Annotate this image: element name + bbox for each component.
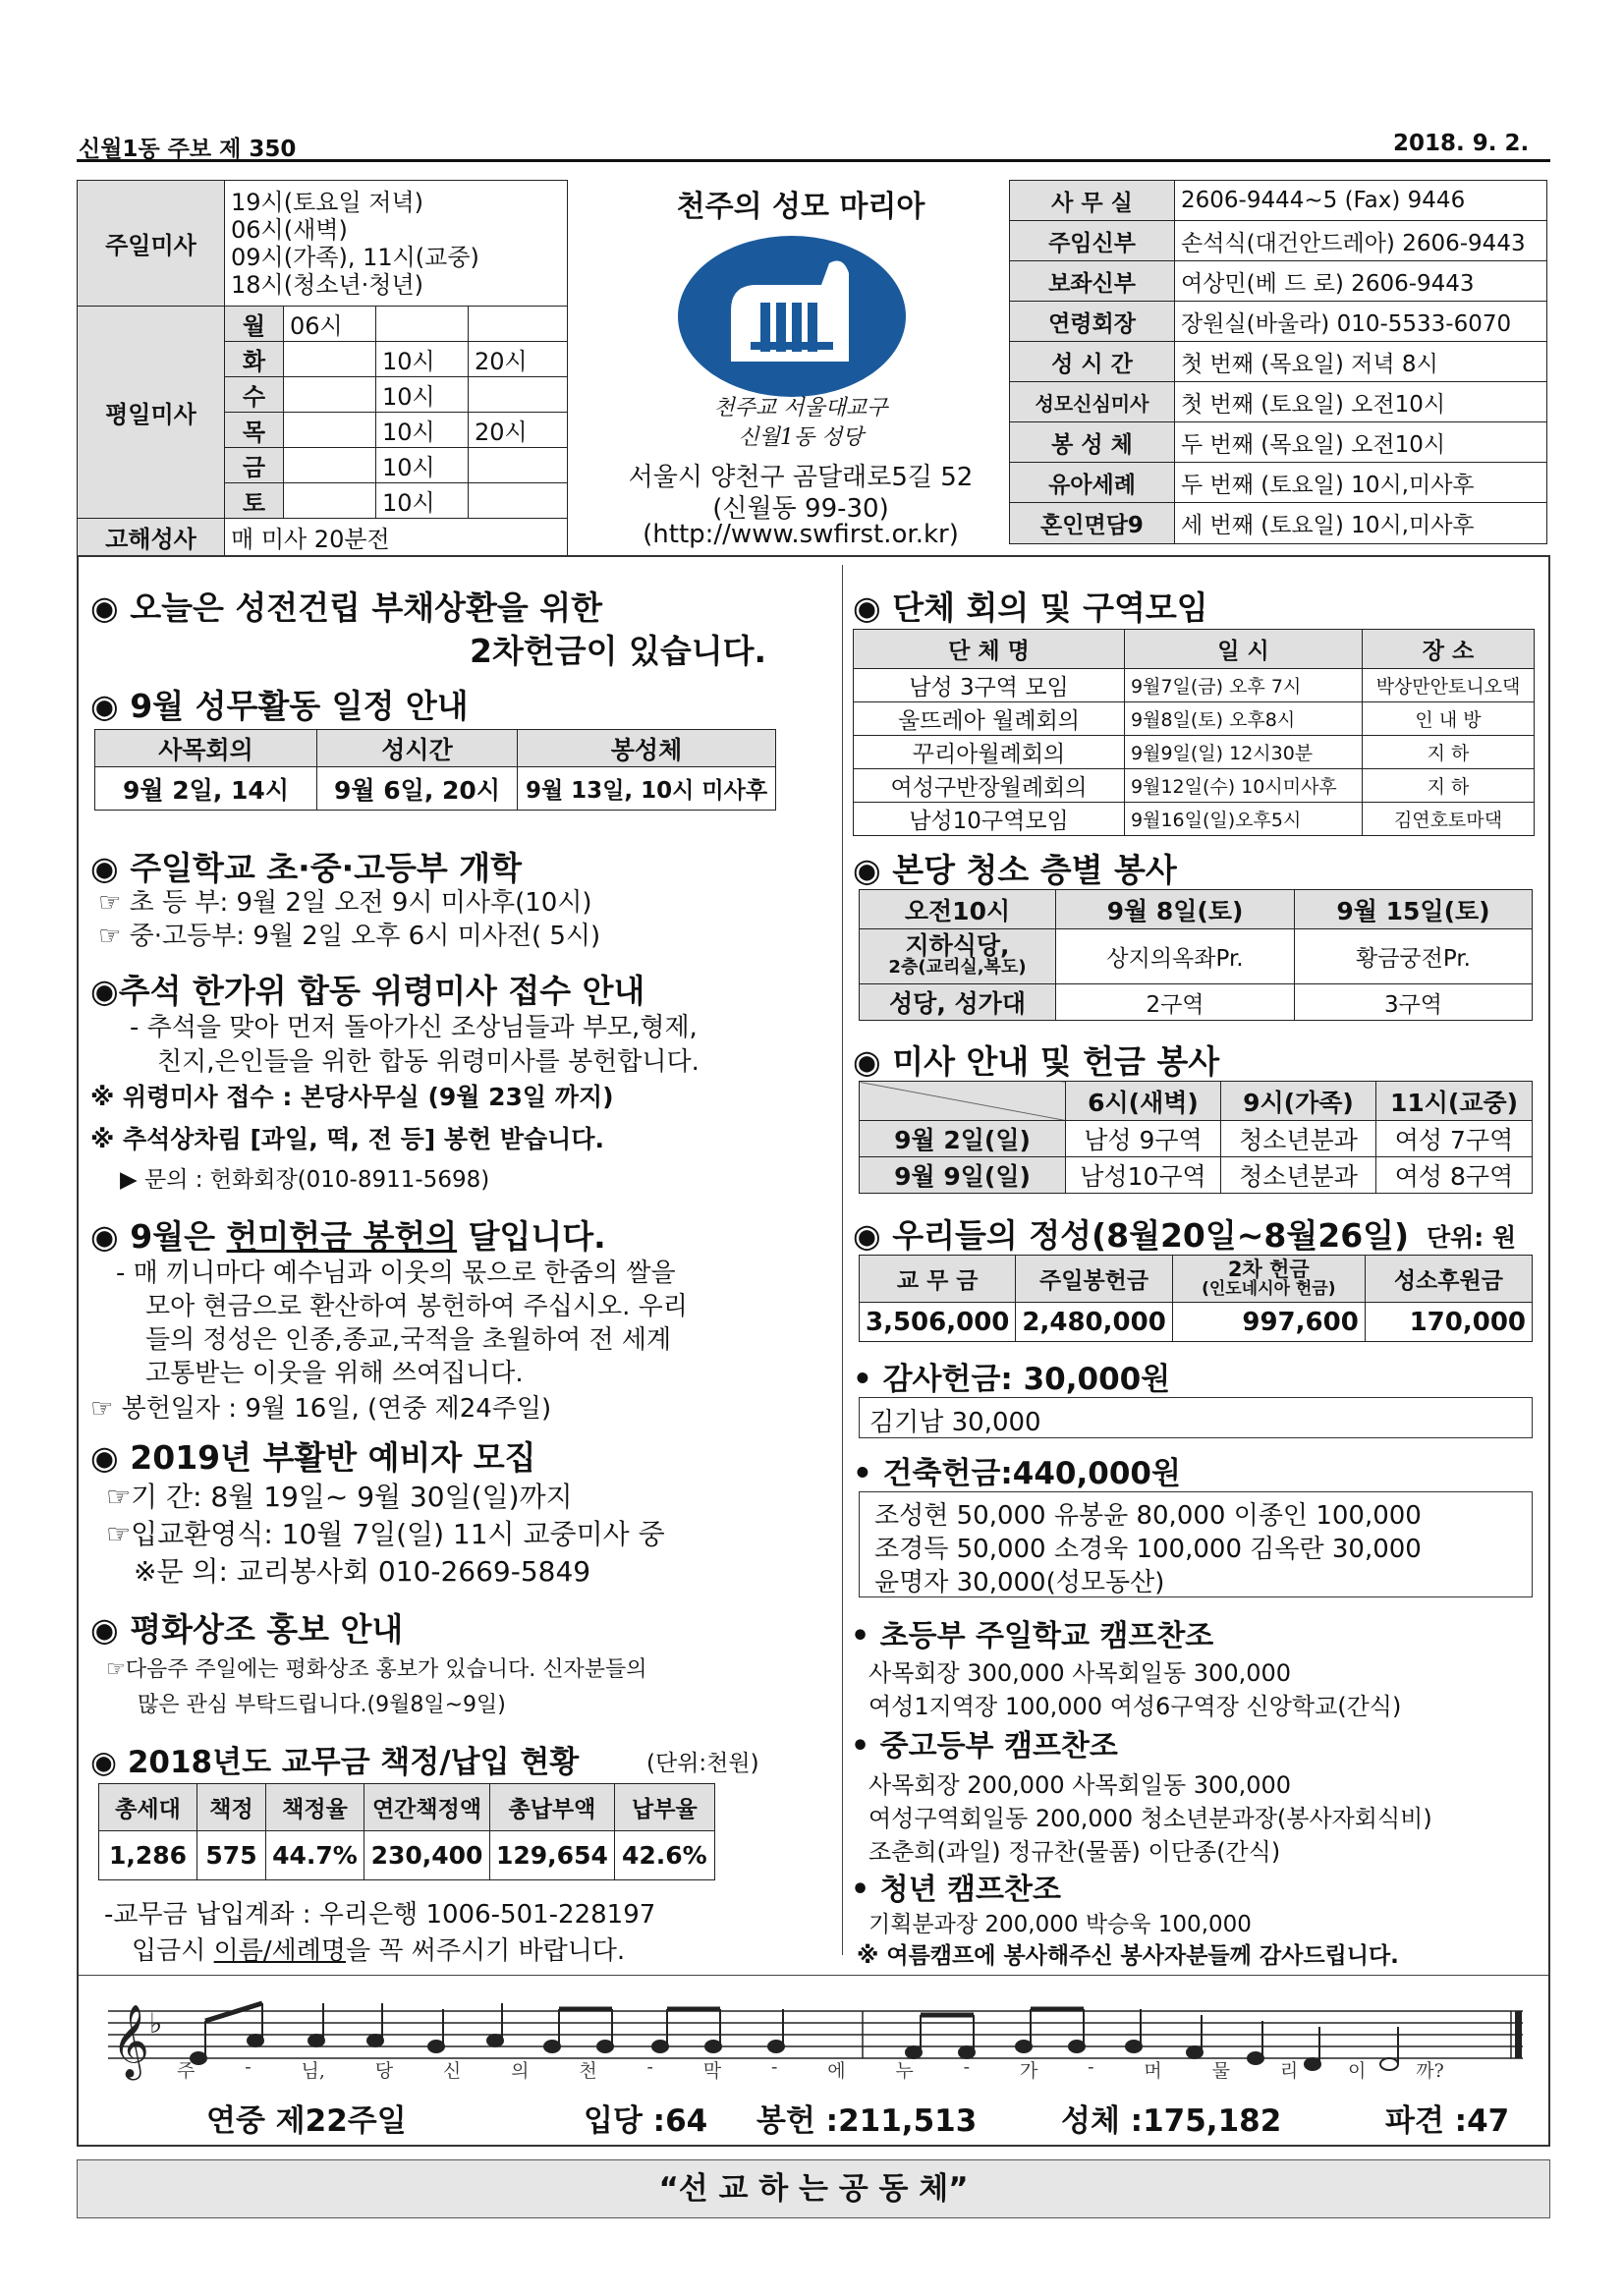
svg-text:♭: ♭ (149, 2007, 163, 2040)
lyric-syllable: 님, (301, 2060, 325, 2082)
offering-total: 봉헌 :211,513 (756, 2103, 978, 2139)
time-06 (284, 448, 376, 483)
communion-count: 성체 :175,182 (1061, 2103, 1282, 2139)
lyric-syllable: 주 (177, 2060, 196, 2082)
lyric-syllable: 물 (1211, 2060, 1230, 2082)
rice-offering-line: 모아 현금으로 환산하여 봉헌하여 주십시오. 우리 (145, 1292, 688, 1321)
chuseok-contact: ▶ 문의 : 헌화회장(010-8911-5698) (120, 1167, 490, 1193)
cleaning-area: 성당, 성가대 (860, 984, 1056, 1021)
contact-label: 봉 성 체 (1010, 422, 1175, 463)
time-06 (284, 342, 376, 377)
mass-service-date: 9월 9일(일) (860, 1157, 1066, 1194)
liturgical-week: 연중 제22주일 (206, 2103, 407, 2139)
time-10: 10시 (376, 377, 469, 413)
lyric-syllable: - (646, 2056, 653, 2078)
time-06 (284, 377, 376, 413)
schedule-header: 사목회의 (95, 730, 317, 767)
time-20 (469, 307, 568, 342)
lyric-syllable: 가 (1019, 2060, 1038, 2082)
september-schedule-table (94, 729, 776, 811)
offering-report-title: ◉ 우리들의 정성(8월20일~8월26일) (853, 1216, 1410, 1255)
meeting-place: 지 하 (1363, 769, 1535, 803)
groups-meetings-title: ◉ 단체 회의 및 구역모임 (853, 588, 1208, 627)
rice-offering-line: 고통받는 이웃을 위해 쓰여집니다. (145, 1359, 524, 1388)
rice-offering-date: ☞ 봉헌일자 : 9월 16일, (연중 제24주일) (90, 1394, 552, 1424)
mass-service-group: 남성 9구역 (1066, 1121, 1221, 1157)
lyric-syllable: - (963, 2056, 971, 2078)
schedule-header: 봉성체 (518, 730, 776, 767)
cleaning-team: 3구역 (1295, 984, 1533, 1021)
contact-value: 세 번째 (토요일) 10시,미사후 (1175, 503, 1547, 544)
dues-note-underline: 이름/세례명 (213, 1936, 346, 1966)
catechumen-line: ※문 의: 교리봉사회 010-2669-5849 (134, 1555, 591, 1588)
time-20 (469, 377, 568, 413)
contact-table (1009, 180, 1547, 544)
lyric-syllable: - (1088, 2056, 1094, 2078)
dues-value: 575 (197, 1831, 266, 1880)
mass-service-header: 11시(교중) (1376, 1082, 1533, 1121)
time-06: 06시 (284, 307, 376, 342)
lyric-syllable: 에 (827, 2060, 846, 2082)
contact-value: 2606-9444~5 (Fax) 9446 (1175, 181, 1547, 221)
hymn-lyrics (177, 2056, 1444, 2083)
offering-header: 주일봉헌금 (1016, 1256, 1172, 1303)
weekday-mass-label: 평일미사 (78, 307, 225, 519)
rice-offering-title-a: ◉ 9월은 (90, 1217, 227, 1256)
meeting-place: 박상만안토니오댁 (1363, 669, 1535, 702)
mass-service-header: 9시(가족) (1221, 1082, 1376, 1121)
meeting-group: 울뜨레아 월례회의 (854, 702, 1125, 736)
parish-patron-title: 천주의 성모 마리아 (676, 190, 925, 224)
weekday: 화 (225, 342, 284, 377)
lyric-syllable: 의 (511, 2060, 530, 2082)
parish-slogan: “선 교 하 는 공 동 체” (77, 2159, 1550, 2218)
dues-note-a: 입금시 (132, 1936, 214, 1966)
bulletin-date: 2018. 9. 2. (1393, 131, 1530, 156)
meeting-group: 여성구반장월례회의 (854, 769, 1125, 803)
building-fund-line: 조성현 50,000 유봉윤 80,000 이종인 100,000 (874, 1501, 1422, 1531)
meeting-time: 9월9일(일) 12시30분 (1125, 736, 1363, 769)
weekday: 토 (225, 483, 284, 519)
column-divider (842, 565, 843, 1955)
lyric-syllable: 머 (1144, 2060, 1162, 2082)
dues-note (132, 1931, 625, 1967)
offering-header: 2차 헌금 (1227, 1257, 1310, 1281)
contact-label: 성 시 간 (1010, 342, 1175, 382)
mass-service-title: ◉ 미사 안내 및 헌금 봉사 (853, 1042, 1220, 1081)
construction-notice-subtitle: 2차헌금이 있습니다. (470, 632, 767, 670)
rice-offering-title (90, 1211, 606, 1258)
thanks-offering-box: 김기남 30,000 (859, 1397, 1533, 1438)
dues-account: -교무금 납입계좌 : 우리은행 1006-501-228197 (104, 1900, 656, 1930)
schedule-header: 성시간 (317, 730, 518, 767)
sunday-time: 18시(청소년·청년) (231, 270, 423, 299)
dues-value: 1,286 (99, 1831, 197, 1880)
dues-table (98, 1783, 715, 1880)
svg-text:𝄞: 𝄞 (112, 2005, 149, 2078)
time-10: 10시 (376, 483, 469, 519)
elementary-camp-line: 사목회장 300,000 사목회일동 300,000 (868, 1659, 1292, 1687)
offering-table (859, 1255, 1533, 1342)
contact-label: 성모신심미사 (1010, 382, 1175, 422)
youth-camp-title: • 중고등부 캠프찬조 (851, 1729, 1118, 1764)
chuseok-line: - 추석을 맞아 먼저 돌아가신 조상님들과 부모,형제, (130, 1013, 698, 1042)
confession-label: 고해성사 (78, 519, 225, 556)
youth-camp-line: 사목회장 200,000 사목회일동 300,000 (868, 1771, 1292, 1799)
rice-offering-title-underline: 헌미헌금 봉헌의 (226, 1217, 458, 1256)
meeting-time: 9월8일(토) 오후8시 (1125, 702, 1363, 736)
parish-address: 서울시 양천구 곰달래로5길 52 (628, 463, 974, 492)
lyric-syllable: - (245, 2056, 252, 2078)
parish-seal-line2: 신월1동 성당 (738, 425, 864, 450)
chuseok-offerings: ※ 추석상차림 [과일, 떡, 전 등] 봉헌 받습니다. (90, 1125, 604, 1153)
contact-label: 혼인면담9 (1010, 503, 1175, 544)
lyric-syllable: 까? (1416, 2060, 1444, 2082)
sunday-school-line: ☞ 초 등 부: 9월 2일 오전 9시 미사후(10시) (98, 888, 592, 918)
contact-value: 첫 번째 (토요일) 오전10시 (1175, 382, 1547, 422)
meeting-time: 9월7일(금) 오후 7시 (1125, 669, 1363, 702)
schedule-value: 9월 2일, 14시 (95, 767, 317, 811)
lyric-syllable: 이 (1348, 2060, 1367, 2082)
dues-value: 42.6% (614, 1831, 714, 1880)
time-10: 10시 (376, 448, 469, 483)
time-06 (284, 413, 376, 448)
lyric-syllable: 신 (442, 2060, 462, 2082)
mass-service-group: 청소년분과 (1221, 1157, 1376, 1194)
dismissal-count: 파견 :47 (1385, 2103, 1510, 2139)
parish-website[interactable]: (http://www.swfirst.or.kr) (643, 520, 959, 549)
offering-header: 성소후원금 (1365, 1256, 1532, 1303)
contact-label: 연령회장 (1010, 302, 1175, 342)
chuseok-mass-title: ◉추석 한가위 합동 위령미사 접수 안내 (90, 972, 645, 1010)
lyric-syllable: - (771, 2056, 778, 2078)
cleaning-duty-table (859, 889, 1533, 1021)
mass-schedule (77, 180, 568, 556)
meeting-group: 남성10구역모임 (854, 803, 1125, 836)
lyric-syllable: 천 (579, 2060, 597, 2082)
sunday-school-title: ◉ 주일학교 초·중·고등부 개학 (90, 849, 522, 887)
meeting-place: 김연호토마댁 (1363, 803, 1535, 836)
mass-service-group: 청소년분과 (1221, 1121, 1376, 1157)
catechumen-title: ◉ 2019년 부활반 예비자 모집 (90, 1438, 536, 1477)
cleaning-duty-title: ◉ 본당 청소 층별 봉사 (853, 851, 1177, 889)
mass-service-group: 여성 7구역 (1376, 1121, 1533, 1157)
header-rule (77, 159, 1550, 162)
mass-service-group: 여성 8구역 (1376, 1157, 1533, 1194)
dues-status-title: ◉ 2018년도 교무금 책정/납입 현황 (90, 1745, 580, 1780)
mass-service-date: 9월 2일(일) (860, 1121, 1066, 1157)
time-20 (469, 483, 568, 519)
weekday: 금 (225, 448, 284, 483)
diagonal-header-cell (860, 1082, 1066, 1121)
meeting-header: 일 시 (1125, 630, 1363, 669)
catechumen-line: ☞입교환영식: 10월 7일(일) 11시 교중미사 중 (106, 1518, 665, 1550)
contact-value: 장원실(바울라) 010-5533-6070 (1175, 302, 1547, 342)
offering-value: 3,506,000 (860, 1303, 1016, 1342)
time-10: 10시 (376, 342, 469, 377)
meeting-header: 단 체 명 (854, 630, 1125, 669)
music-divider (79, 1975, 1548, 1976)
offering-value: 2,480,000 (1016, 1303, 1172, 1342)
meeting-time: 9월12일(수) 10시미사후 (1125, 769, 1363, 803)
contact-value: 두 번째 (목요일) 오전10시 (1175, 422, 1547, 463)
rice-offering-line: - 매 끼니마다 예수님과 이웃의 몫으로 한줌의 쌀을 (116, 1259, 676, 1288)
contact-value: 손석식(대건안드레아) 2606-9443 (1175, 221, 1547, 261)
cleaning-team: 상지의옥좌Pr. (1056, 929, 1295, 984)
time-20: 20시 (469, 413, 568, 448)
building-fund-line: 윤명자 30,000(성모동산) (874, 1568, 1165, 1597)
young-adult-camp-title: • 청년 캠프찬조 (851, 1873, 1061, 1907)
catechumen-line: ☞기 간: 8월 19일~ 9월 30일(일)까지 (106, 1481, 573, 1513)
young-adult-camp-line: 기획분과장 200,000 박승욱 100,000 (868, 1912, 1252, 1937)
offering-unit: 단위: 원 (1427, 1223, 1517, 1252)
contact-value: 여상민(베 드 로) 2606-9443 (1175, 261, 1547, 302)
thanks-offering-title: • 감사헌금: 30,000원 (853, 1362, 1171, 1397)
mass-service-group: 남성10구역 (1066, 1157, 1221, 1194)
cleaning-header: 9월 8일(토) (1056, 890, 1295, 929)
contact-label: 사 무 실 (1010, 181, 1175, 221)
cleaning-team: 2구역 (1056, 984, 1295, 1021)
building-fund-title: • 건축헌금:440,000원 (853, 1456, 1181, 1491)
rice-offering-title-b: 달입니다. (457, 1217, 606, 1256)
parish-seal-line1: 천주교 서울대교구 (713, 396, 888, 420)
bulletin-issue: 신월1동 주보 제 350 (79, 137, 297, 162)
sunday-time: 06시(새벽) (231, 215, 348, 244)
weekday: 월 (225, 307, 284, 342)
dues-header: 납부율 (614, 1784, 714, 1831)
time-10: 10시 (376, 413, 469, 448)
parish-logo (674, 234, 910, 403)
entrance-count: 입당 :64 (584, 2103, 708, 2139)
funeral-service-line: ☞다음주 주일에는 평화상조 홍보가 있습니다. 신자분들의 (106, 1657, 647, 1682)
dues-header: 책정 (197, 1784, 266, 1831)
time-06 (284, 483, 376, 519)
sunday-time: 09시(가족), 11시(교중) (231, 243, 479, 271)
lyric-syllable: 당 (374, 2060, 394, 2082)
sunday-time: 19시(토요일 저녁) (231, 188, 423, 216)
contact-label: 보좌신부 (1010, 261, 1175, 302)
sunday-school-line: ☞ 중·고등부: 9월 2일 오후 6시 미사전( 5시) (98, 922, 601, 951)
time-20 (469, 448, 568, 483)
elementary-camp-title: • 초등부 주일학교 캠프찬조 (851, 1619, 1214, 1653)
weekday: 목 (225, 413, 284, 448)
dues-unit: (단위:천원) (646, 1751, 759, 1776)
funeral-service-title: ◉ 평화상조 홍보 안내 (90, 1610, 404, 1649)
construction-notice-title: ◉ 오늘은 성전건립 부채상환을 위한 (90, 588, 603, 627)
dues-header: 책정율 (266, 1784, 364, 1831)
meeting-time: 9월16일(일)오후5시 (1125, 803, 1363, 836)
parish-address-lot: (신월동 99-30) (712, 494, 889, 524)
contact-label: 유아세례 (1010, 463, 1175, 503)
offering-header-note: (인도네시아 헌금) (1202, 1278, 1336, 1299)
contact-value: 두 번째 (토요일) 10시,미사후 (1175, 463, 1547, 503)
cleaning-header: 오전10시 (860, 890, 1056, 929)
sunday-mass-label: 주일미사 (78, 181, 225, 307)
rice-offering-line: 들의 정성은 인종,종교,국적을 초월하여 전 세계 (145, 1325, 672, 1355)
lyric-syllable: 누 (895, 2060, 914, 2082)
dues-value: 230,400 (364, 1831, 490, 1880)
meeting-group: 남성 3구역 모임 (854, 669, 1125, 702)
contact-value: 첫 번째 (목요일) 저녁 8시 (1175, 342, 1547, 382)
schedule-value: 9월 6일, 20시 (317, 767, 518, 811)
youth-camp-line: 여성구역회일동 200,000 청소년분과장(봉사자회식비) (868, 1805, 1432, 1832)
funeral-service-line: 많은 관심 부탁드립니다.(9월8일~9일) (138, 1693, 506, 1717)
dues-note-b: 을 꼭 써주시기 바랍니다. (345, 1936, 626, 1966)
chuseok-line: 친지,은인들을 위한 합동 위령미사를 봉헌합니다. (157, 1047, 700, 1077)
dues-header: 총납부액 (490, 1784, 615, 1831)
meeting-place: 지 하 (1363, 736, 1535, 769)
dues-header: 연간책정액 (364, 1784, 490, 1831)
september-schedule-title: ◉ 9월 성무활동 일정 안내 (90, 687, 469, 725)
schedule-value: 9월 13일, 10시 미사후 (518, 767, 776, 811)
mass-service-header: 6시(새벽) (1066, 1082, 1221, 1121)
offering-value: 997,600 (1172, 1303, 1365, 1342)
volunteer-thanks: ※ 여름캠프에 봉사해주신 봉사자분들께 감사드립니다. (857, 1943, 1399, 1969)
lyric-syllable: 리 (1279, 2060, 1299, 2082)
cleaning-area: 지하식당, (905, 930, 1010, 960)
mass-service-table (859, 1081, 1533, 1194)
cleaning-header: 9월 15일(토) (1295, 890, 1533, 929)
groups-meetings-table (853, 629, 1535, 836)
offering-header: 교 무 금 (860, 1256, 1016, 1303)
meeting-group: 꾸리아월례회의 (854, 736, 1125, 769)
cleaning-area-detail: 2층(교리실,복도) (888, 956, 1027, 978)
dues-header: 총세대 (99, 1784, 197, 1831)
cleaning-team: 황금궁전Pr. (1295, 929, 1533, 984)
time-20: 20시 (469, 342, 568, 377)
chuseok-registration: ※ 위령미사 접수 : 본당사무실 (9월 23일 까지) (90, 1083, 614, 1111)
elementary-camp-line: 여성1지역장 100,000 여성6구역장 신앙학교(간식) (868, 1693, 1402, 1720)
weekday: 수 (225, 377, 284, 413)
meeting-place: 인 내 방 (1363, 702, 1535, 736)
confession-value: 매 미사 20분전 (225, 519, 568, 556)
offering-value: 170,000 (1365, 1303, 1532, 1342)
youth-camp-line: 조춘희(과일) 정규찬(물품) 이단종(간식) (868, 1838, 1281, 1866)
building-fund-line: 조경득 50,000 소경욱 100,000 김옥란 30,000 (874, 1535, 1422, 1564)
dues-value: 44.7% (266, 1831, 364, 1880)
contact-label: 주임신부 (1010, 221, 1175, 261)
lyric-syllable: 막 (702, 2060, 722, 2082)
time-10 (376, 307, 469, 342)
dues-value: 129,654 (490, 1831, 615, 1880)
meeting-header: 장 소 (1363, 630, 1535, 669)
